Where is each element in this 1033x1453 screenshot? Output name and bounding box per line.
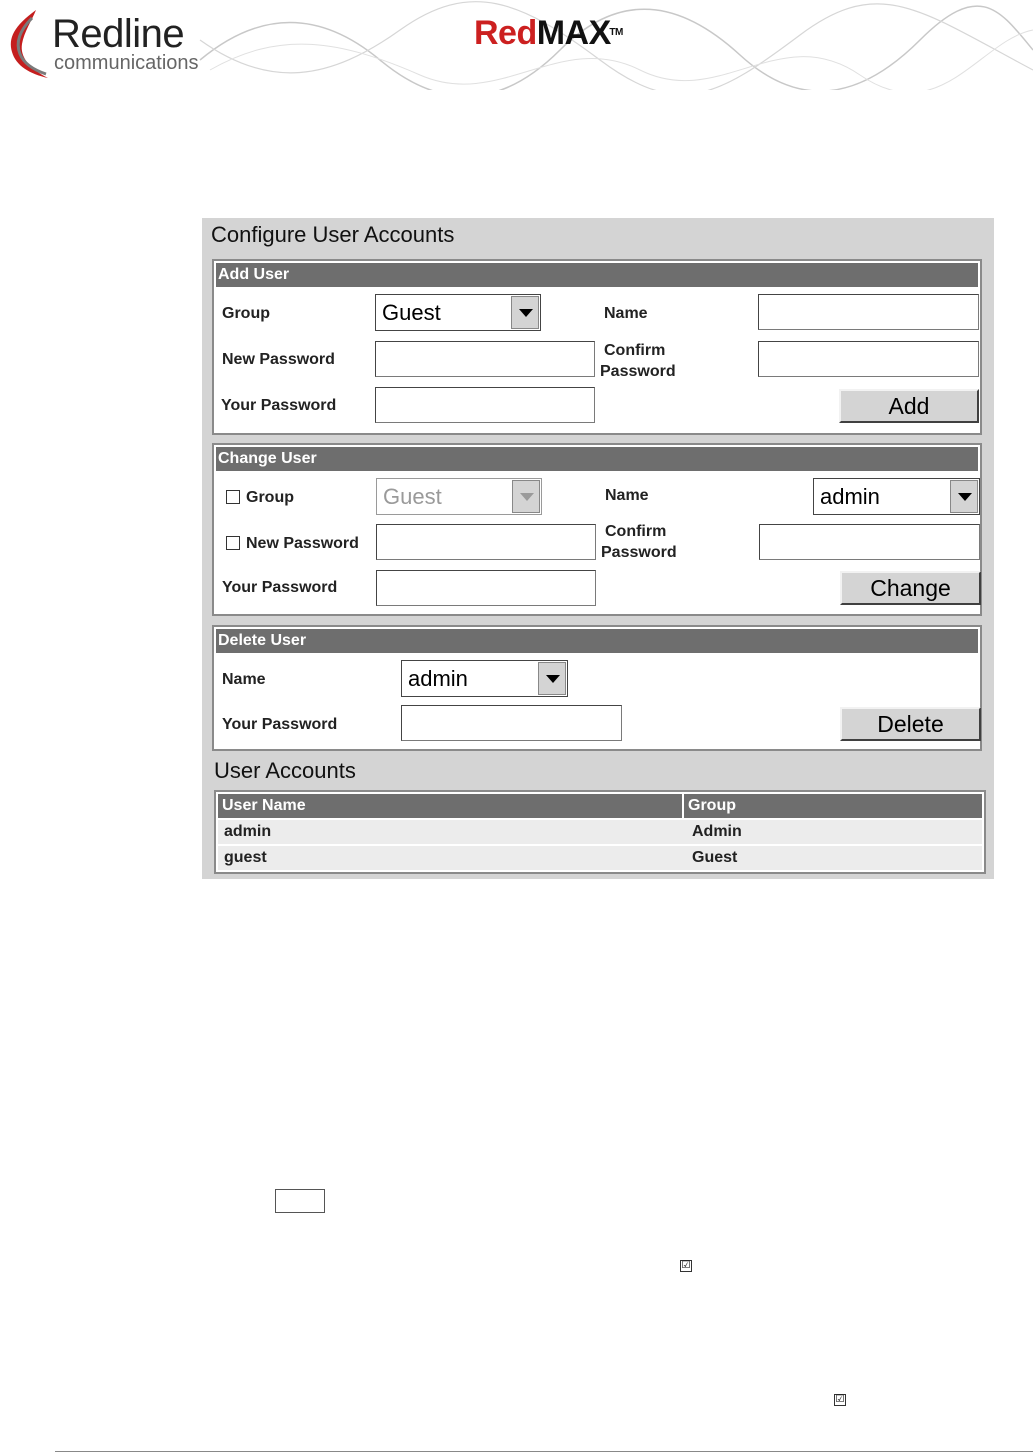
new-password-input[interactable] [376, 524, 596, 560]
chevron-down-icon[interactable] [511, 296, 539, 329]
logo-subtitle: communications [54, 52, 199, 74]
name-select[interactable] [813, 478, 980, 515]
footer-divider [55, 1451, 1033, 1452]
name-label: Name [604, 305, 648, 322]
name-select-value: admin [408, 666, 468, 691]
page-header [0, 0, 1033, 90]
name-label: Name [605, 487, 649, 504]
confirm-password-input[interactable] [759, 524, 980, 560]
checked-checkbox-icon: ☑ [835, 1394, 845, 1405]
checked-checkbox-icon: ☑ [681, 1260, 691, 1271]
your-password-input[interactable] [375, 387, 595, 423]
inline-button-icon [275, 1189, 325, 1213]
your-password-label: Your Password [221, 397, 337, 414]
new-password-checkbox[interactable] [226, 536, 240, 550]
group-label: Group [222, 305, 270, 322]
password-label: Password [601, 544, 677, 561]
panel-title: Configure User Accounts [211, 222, 455, 247]
name-input[interactable] [758, 294, 979, 330]
name-select-value: admin [820, 484, 880, 509]
chevron-down-icon[interactable] [512, 480, 540, 513]
your-password-input[interactable] [401, 705, 622, 741]
redline-logo-icon [6, 8, 50, 80]
group-select-disabled[interactable] [376, 478, 542, 515]
confirm-password-input[interactable] [758, 341, 979, 377]
change-user-section [212, 443, 982, 616]
group-label: Group [246, 489, 294, 506]
your-password-label: Your Password [222, 579, 338, 596]
brand-wordmark [474, 14, 623, 52]
configure-user-accounts-panel [202, 218, 994, 879]
delete-user-section [212, 625, 982, 751]
confirm-label: Confirm [605, 523, 667, 540]
cell-user: admin [224, 823, 272, 840]
chevron-down-icon[interactable] [950, 480, 978, 513]
cell-group: Guest [692, 849, 738, 866]
delete-user-heading: Delete User [216, 629, 978, 653]
trademark-mark: TM [609, 27, 623, 38]
user-accounts-table [214, 790, 986, 874]
change-button[interactable]: Change [840, 571, 981, 605]
brand-dark-part: MAX [536, 14, 611, 52]
group-select[interactable] [375, 294, 541, 331]
group-select-value: Guest [382, 300, 441, 325]
group-select-value: Guest [383, 484, 442, 509]
new-password-input[interactable] [375, 341, 595, 377]
cell-group: Admin [692, 823, 742, 840]
new-password-label: New Password [246, 535, 359, 552]
column-header-user-name: User Name [218, 794, 682, 818]
your-password-input[interactable] [376, 570, 596, 606]
column-header-group: Group [684, 794, 982, 818]
user-accounts-title: User Accounts [214, 758, 356, 783]
chevron-down-icon[interactable] [538, 662, 566, 695]
add-user-section [212, 259, 982, 435]
logo-name: Redline [52, 12, 185, 56]
add-user-heading: Add User [216, 263, 978, 287]
table-row [218, 820, 982, 844]
confirm-label: Confirm [604, 342, 666, 359]
your-password-label: Your Password [222, 716, 338, 733]
table-row [218, 846, 982, 870]
group-checkbox[interactable] [226, 490, 240, 504]
password-label: Password [600, 363, 676, 380]
name-select[interactable] [401, 660, 568, 697]
cell-user: guest [224, 849, 267, 866]
new-password-label: New Password [222, 351, 335, 368]
brand-red-part: Red [474, 14, 537, 52]
add-button[interactable]: Add [839, 389, 979, 423]
change-user-heading: Change User [216, 447, 978, 471]
delete-button[interactable]: Delete [840, 707, 981, 741]
name-label: Name [222, 671, 266, 688]
